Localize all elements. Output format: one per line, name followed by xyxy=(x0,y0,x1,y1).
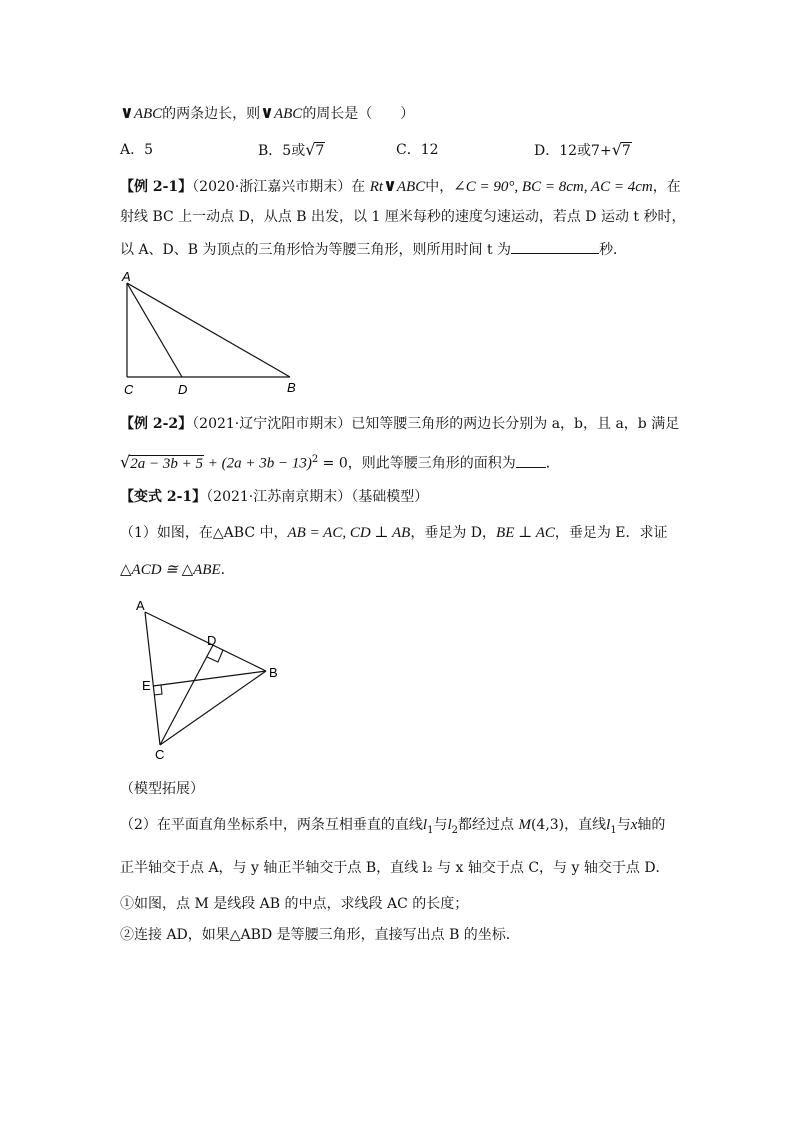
example-2-1-line1: 【例 2-1】（2020·浙江嘉兴市期末）在 Rt∨ABC中，∠C = 90°, BC = 8cm, AC = 4cm，在 xyxy=(120,176,681,196)
label-b: B xyxy=(269,665,278,680)
example-2-1-line2: 射线 BC 上一动点 D，从点 B 出发，以 1 厘米每秒的速度匀速运动，若点 D 运动 t 秒时， xyxy=(120,209,686,225)
variant-2-1-p1-line2: △ACD ≅ △ABE． xyxy=(120,562,235,578)
option-a: A．5 xyxy=(120,142,154,158)
label-b: B xyxy=(287,380,296,395)
segment-be xyxy=(153,671,266,686)
sub-question-2: ②连接 AD，如果△ABD 是等腰三角形，直接写出点 B 的坐标． xyxy=(120,927,520,943)
variant-2-1-p1-line1: （1）如图，在△ABC 中，AB = AC, CD ⊥ AB，垂足为 D，BE ⊥ AC，垂足为 E．求证 xyxy=(120,525,668,541)
segment-bc xyxy=(160,671,266,745)
option-c: C．12 xyxy=(396,142,439,158)
segment-ab xyxy=(127,283,290,377)
variant-2-1-p2-line1: （2）在平面直角坐标系中，两条互相垂直的直线$l_1$与$l_2$都经过点 M(4,3)，直线$l_1$与x轴的 xyxy=(120,817,666,836)
model-extension-heading: （模型拓展） xyxy=(120,781,204,797)
triangle-symbol: ∨ xyxy=(260,103,274,123)
right-angle-mark-e xyxy=(154,685,162,695)
label-c: C xyxy=(155,747,165,762)
figure-triangle-abc-altitudes xyxy=(130,595,290,765)
example-label: 【例 2-1】 xyxy=(120,179,193,195)
triangle-symbol: ∨ xyxy=(120,103,134,123)
label-a: A xyxy=(122,269,131,284)
variant-2-1-p2-line2: 正半轴交于点 A，与 y 轴正半轴交于点 B，直线 l₂ 与 x 轴交于点 C，与 y 轴交于点 D． xyxy=(120,860,670,876)
label-a: A xyxy=(136,598,145,613)
variant-2-1-header: 【变式 2-1】（2021·江苏南京期末）（基础模型） xyxy=(120,489,429,505)
example-2-1-line3: 以 A、D、B 为顶点的三角形恰为等腰三角形，则所用时间 t 为 秒． xyxy=(120,239,627,260)
label-d: D xyxy=(207,633,217,648)
figure-triangle-acb xyxy=(110,268,310,400)
example-2-2-line1: 【例 2-2】（2021·辽宁沈阳市期末）已知等腰三角形的两边长分别为 a，b，且 a，b 满足 xyxy=(120,416,680,432)
example-2-2-line2: $√2a - 3b + 5 + (2a + 3b - 13)^2 = 0$，则此等腰三角形的面积为 ． xyxy=(120,452,560,472)
variant-label: 【变式 2-1】 xyxy=(120,489,207,505)
label-d: D xyxy=(178,382,188,397)
label-c: C xyxy=(124,382,134,397)
segment-cd xyxy=(160,645,213,745)
option-b: B．5或√7 xyxy=(258,140,325,159)
segment-ad xyxy=(127,283,182,377)
example-label: 【例 2-2】 xyxy=(120,416,193,432)
label-e: E xyxy=(142,678,151,693)
option-d: D．12或7+√7 xyxy=(534,140,631,159)
segment-ab xyxy=(145,612,266,671)
prev-question-stem: ∨ABC的两条边长，则∨ABC的周长是（ ） xyxy=(120,103,415,123)
sub-question-1: ①如图，点 M 是线段 AB 的中点，求线段 AC 的长度； xyxy=(120,896,469,912)
answer-blank[interactable] xyxy=(511,239,599,254)
answer-blank[interactable] xyxy=(516,453,546,468)
